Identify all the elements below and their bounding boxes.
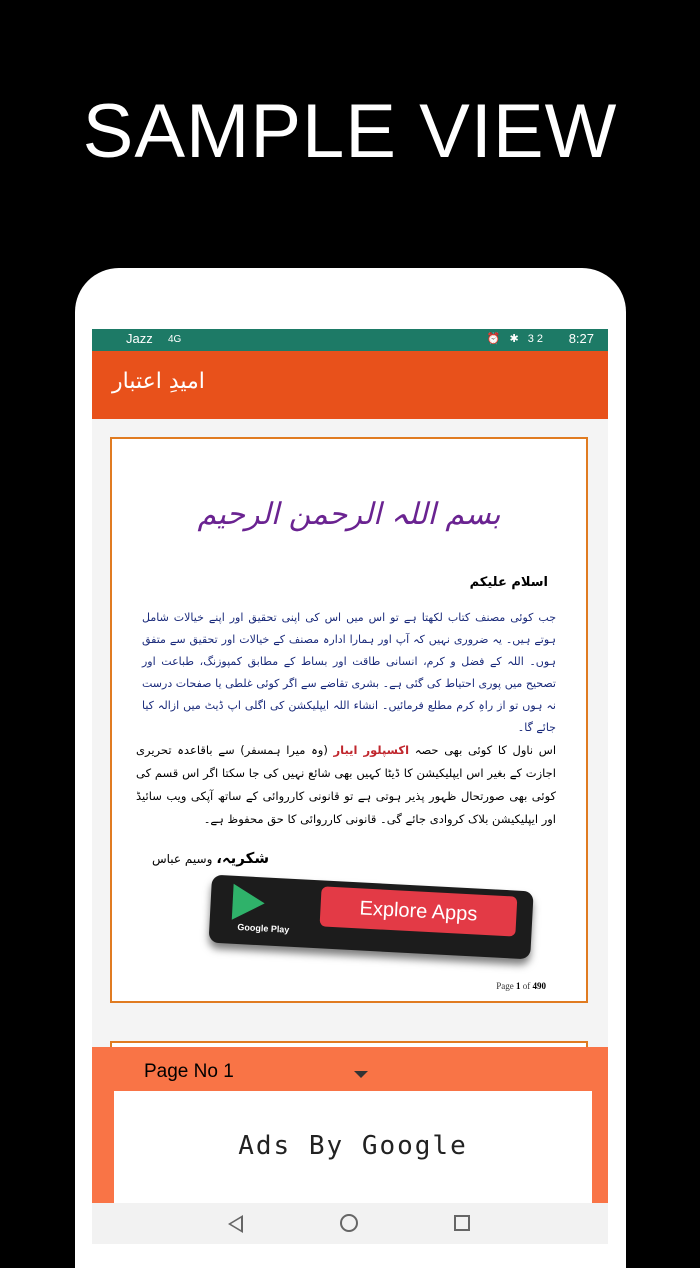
ad-banner[interactable] [114, 1091, 592, 1203]
page-of: of [522, 981, 531, 991]
copyright-text-end: (وہ میرا ہمسفر) سے باقاعدہ تحریری اجازت کے بغیر اس ایپلیکیشن کا ڈیٹا کہیں بھی شائع نہیں کی جا سکتا اگر اس قسم کی کوئی بھی صورتحال ظہور پذیر ہوتی ہے تو قانونی کارروائی کے ساتھ آپکی ویب سائیڈ اور ایپلیکیشن بلاک کروادی جائے گی۔ قانونی کارروائی کا حق محفوظ ہے۔ [136, 743, 556, 826]
google-play-icon [232, 884, 266, 922]
google-play-label: Google Play [237, 922, 290, 935]
carrier-name: Jazz [126, 331, 153, 346]
ad-text: Ads By Google [238, 1131, 468, 1161]
app-title: امیدِ اعتبار [112, 369, 205, 394]
back-icon[interactable] [228, 1215, 243, 1233]
app-bar [92, 351, 608, 419]
dropdown-arrow-icon[interactable] [354, 1071, 368, 1078]
phone-screen [92, 329, 608, 1244]
greeting: اسلام علیکم [469, 575, 548, 590]
page-word: Page [496, 981, 514, 991]
home-icon[interactable] [340, 1214, 358, 1232]
copyright-text-start: اس ناول کا کوئی بھی حصہ [414, 743, 557, 757]
bismillah-calligraphy: بسم اللہ الرحمن الرحیم [197, 497, 501, 532]
explore-apps-button[interactable] [208, 875, 533, 964]
explore-apps-label: Explore Apps [320, 886, 518, 936]
author-name: وسیم عباس [152, 852, 213, 866]
recent-apps-icon[interactable] [454, 1215, 470, 1231]
page-total: 490 [532, 981, 546, 991]
disclaimer-paragraph: جب کوئی مصنف کتاب لکھتا ہے تو اس میں اس کی اپنی تحقیق اور اپنے خیالات شامل ہوتے ہیں۔ یہ ضروری نہیں کہ آپ اور ہمارا ادارہ مصنف کے خیالات اور تحقیق سے متفق ہوں۔ اللہ کے فضل و کرم، انسانی طاقت اور بساط کے مطابق کمپوزنگ، طباعت اور تصحیح میں پوری احتیاط کی گئی ہے۔ بشری تقاضے سے اگر کوئی غلطی یا صفحات درست نہ ہوں تو از راہِ کرم مطلع فرمائیں۔ انشاء اللہ ایپلیکشن کی اگلی اپ ڈیٹ میں ازالہ کیا جائے گا۔ [142, 611, 556, 734]
thanks-text: شکریہ، [216, 849, 270, 867]
signoff [152, 849, 269, 867]
publisher-name: اکسپلور ایبار [333, 743, 410, 757]
clock: 8:27 [568, 331, 594, 346]
copyright-paragraph [136, 739, 556, 831]
book-page[interactable] [110, 437, 588, 1003]
page-current: 1 [516, 981, 521, 991]
navigation-bar [92, 1203, 608, 1244]
status-icons: ⏰ ✱ 32 [486, 333, 546, 345]
signal-icon: 4G [168, 334, 182, 345]
store-badge [209, 875, 534, 960]
page-selector-panel [92, 1047, 608, 1203]
page-select[interactable]: Page No 1 [144, 1061, 234, 1082]
sample-view-headline: SAMPLE VIEW [82, 89, 618, 174]
status-bar [92, 329, 608, 351]
page-indicator [496, 981, 546, 991]
